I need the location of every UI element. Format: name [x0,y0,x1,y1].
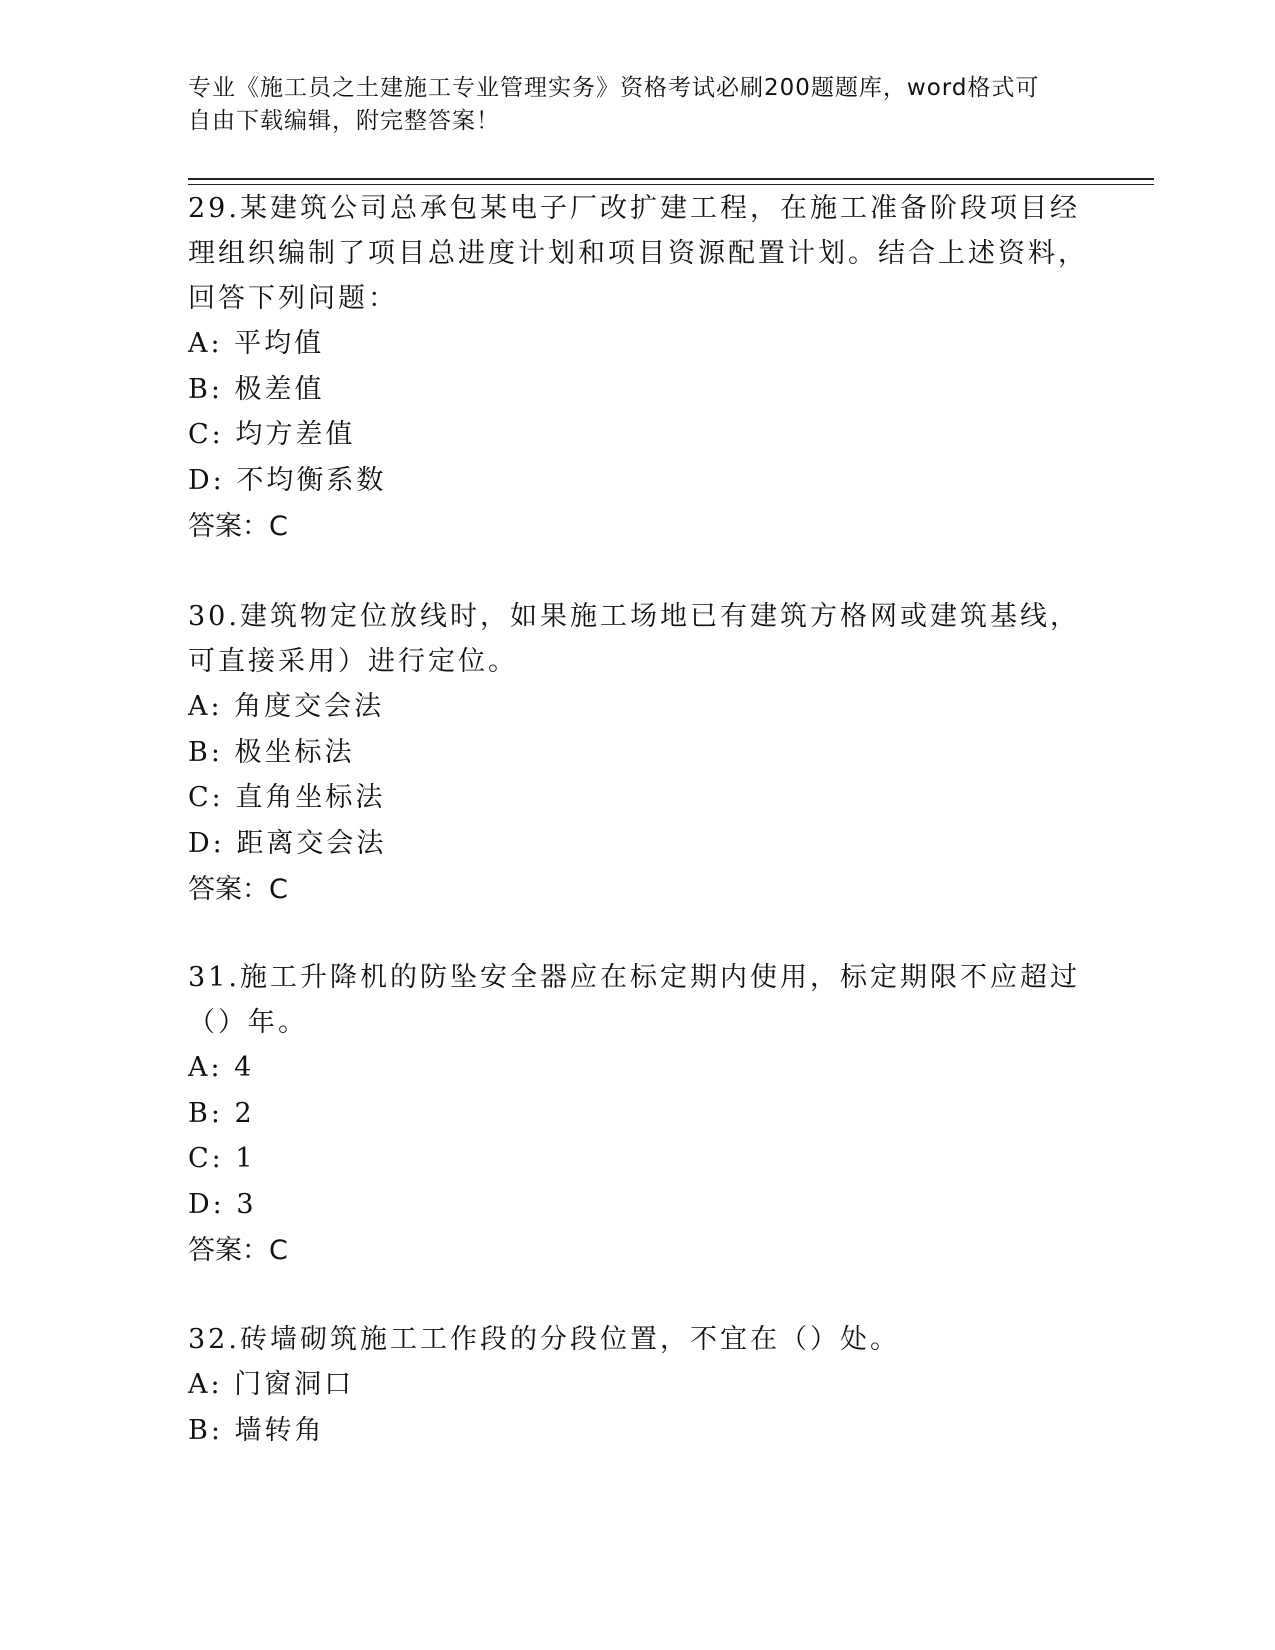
header-line-1: 专业《施工员之土建施工专业管理实务》资格考试必刷200题题库，word格式可 [188,75,1040,101]
question-text: 29.某建筑公司总承包某电子厂改扩建工程，在施工准备阶段项目经理组织编制了项目总进度计划和项目资源配置计划。结合上述资料，回答下列问题： [188,193,1088,314]
option-b: B: 墙转角 [188,1414,325,1446]
option-a: A: 角度交会法 [188,691,385,722]
option-a: A: 4 [188,1052,255,1083]
option-a: A: 平均值 [188,328,325,359]
question-29 [188,186,1088,550]
question-text: 30.建筑物定位放线时，如果施工场地已有建筑方格网或建筑基线，可直接采用）进行定位。 [188,601,1080,677]
option-c: C: 1 [188,1143,256,1174]
header-divider-thick [188,178,1154,180]
question-30 [188,594,1088,913]
question-31 [188,955,1088,1274]
option-c: C: 直角坐标法 [188,782,386,813]
question-32 [188,1317,1088,1453]
header-line-2: 自由下载编辑，附完整答案！ [188,108,500,134]
answer: 答案：C [188,1235,288,1266]
answer: 答案：C [188,511,288,542]
option-d: D: 3 [188,1188,257,1220]
answer: 答案：C [188,874,288,905]
header-divider-thin [188,184,1154,185]
option-c: C: 均方差值 [188,419,356,450]
question-text: 31.施工升降机的防坠安全器应在标定期内使用，标定期限不应超过（）年。 [188,962,1080,1038]
option-b: B: 极坐标法 [188,736,355,768]
question-text: 32.砖墙砌筑施工工作段的分段位置，不宜在（）处。 [188,1324,900,1355]
option-d: D: 距离交会法 [188,827,387,859]
option-b: B: 2 [188,1097,255,1129]
option-a: A: 门窗洞口 [188,1369,355,1400]
option-d: D: 不均衡系数 [188,464,387,496]
document-header [188,72,1088,138]
option-b: B: 极差值 [188,373,325,405]
